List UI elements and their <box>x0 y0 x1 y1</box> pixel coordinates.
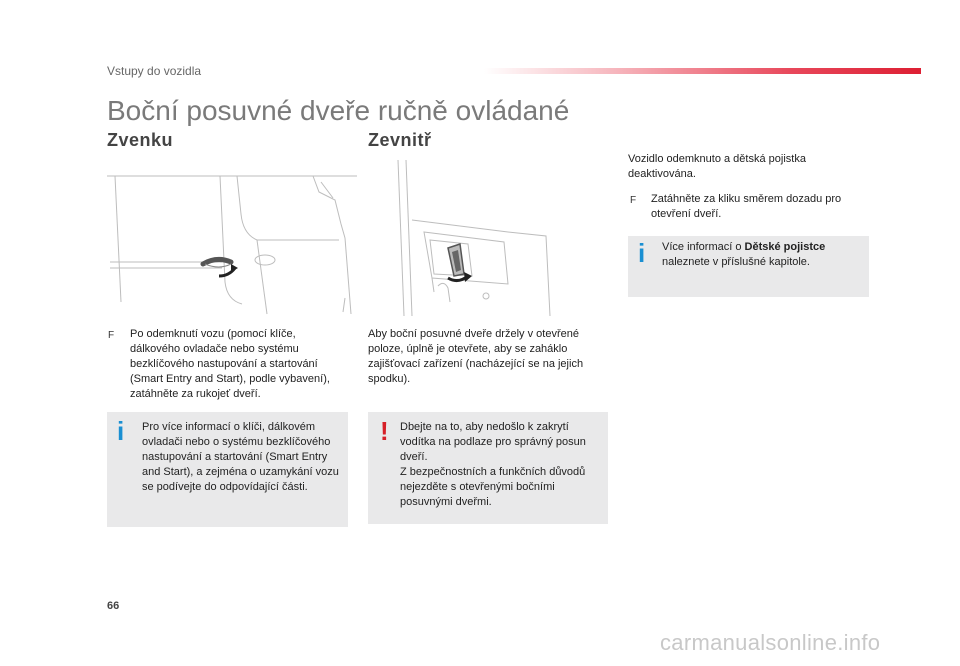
heading-outside: Zvenku <box>107 130 174 150</box>
text-line: Vozidlo odemknuto a dětská pojistka <box>628 153 806 165</box>
unlock-intro <box>628 152 868 182</box>
inside-instructions <box>368 327 608 387</box>
info-icon: i <box>638 238 646 268</box>
text-line: se podívejte do odpovídající části. <box>142 481 308 493</box>
text-line: posuvnými dveřmi. <box>400 496 492 508</box>
text-line: bezklíčového nastupování a startování <box>130 358 318 370</box>
text-line: ovladači nebo o systému bezklíčového <box>142 436 331 448</box>
info-keys-text <box>142 420 346 495</box>
text-line: nastupování a startování (Smart Entry <box>142 451 328 463</box>
text-line: spodku). <box>368 373 411 385</box>
page-number: 66 <box>107 600 120 612</box>
bullet-icon: F <box>630 195 637 206</box>
heading-inside: Zevnitř <box>368 130 432 150</box>
text-line: Po odemknutí vozu (pomocí klíče, <box>130 328 296 340</box>
text-line: Aby boční posuvné dveře držely v otevřené <box>368 328 579 340</box>
section-header: Vstupy do vozidla <box>107 64 202 78</box>
text-line: and Start), a zejména o uzamykání vozu <box>142 466 339 478</box>
text-line: zajišťovací zařízení (nacházející se na jejich <box>368 358 584 370</box>
text-line: Dbejte na to, aby nedošlo k zakrytí <box>400 421 569 433</box>
text-line: Zatáhněte za kliku směrem dozadu pro <box>651 193 842 205</box>
info-child-lock-text <box>662 240 866 270</box>
warning-text <box>400 420 605 510</box>
child-lock-reference: Dětské pojistce <box>744 241 826 253</box>
text-line: (Smart Entry and Start), podle vybavení), <box>130 373 330 385</box>
text-line: zatáhněte za rukojeť dveří. <box>130 388 261 400</box>
info-icon: i <box>117 416 125 446</box>
watermark: carmanualsonline.info <box>660 630 881 655</box>
child-lock-instruction <box>651 192 869 222</box>
text-line: otevření dveří. <box>651 208 722 220</box>
text-line: Z bezpečnostních a funkčních důvodů <box>400 466 586 478</box>
text-line: Více informací o <box>662 241 745 253</box>
outside-instructions <box>130 327 350 402</box>
header-accent-bar <box>484 68 921 74</box>
page-title: Boční posuvné dveře ručně ovládané <box>107 95 570 126</box>
text-line: poloze, úplně je otevřete, aby se zaháklo <box>368 343 568 355</box>
exterior-door-illustration <box>107 172 357 318</box>
text-line: dálkového ovladače nebo systému <box>130 343 299 355</box>
text-line: vodítka na podlaze pro správný posun <box>400 436 586 448</box>
bullet-icon: F <box>108 330 115 341</box>
text-line: nejezděte s otevřenými bočními <box>400 481 555 493</box>
text-line: Pro více informací o klíči, dálkovém <box>142 421 316 433</box>
interior-handle-illustration <box>368 156 618 318</box>
warning-icon: ! <box>380 416 389 446</box>
text-line: dveří. <box>400 451 428 463</box>
text-line: deaktivována. <box>628 168 696 180</box>
text-line: naleznete v příslušné kapitole. <box>662 256 810 268</box>
